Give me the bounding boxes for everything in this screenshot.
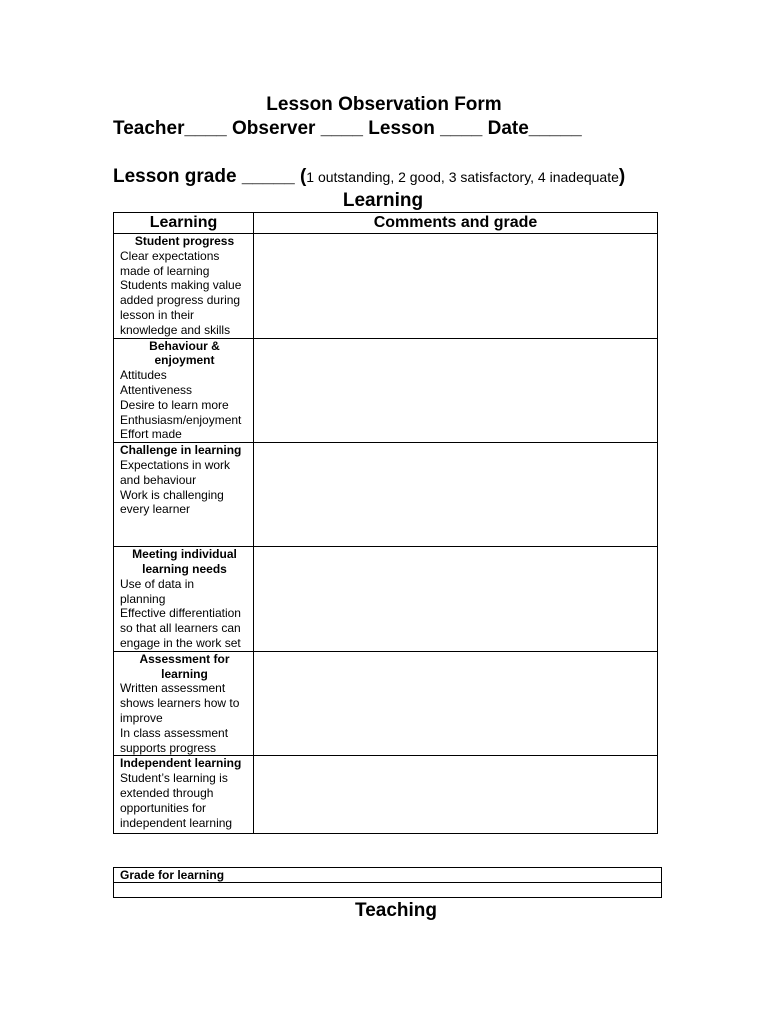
criterion-detail: planning [120, 591, 166, 606]
lesson-grade-label: Lesson grade _____ [113, 166, 300, 187]
criterion-detail: In class assessment [120, 725, 229, 740]
criterion-detail: independent learning [120, 815, 233, 830]
comments-grade-cell[interactable] [254, 443, 658, 547]
criterion-title: Challenge in learning [120, 443, 242, 458]
criterion-cell [114, 234, 254, 339]
learning-table [113, 212, 658, 834]
criterion-detail: Desire to learn more [120, 397, 229, 412]
criterion-row [114, 443, 658, 547]
col-header-learning: Learning [114, 213, 254, 234]
learning-table-header [114, 213, 658, 234]
grade-scale: 1 outstanding, 2 good, 3 satisfactory, 4 inadequate [306, 169, 619, 185]
comments-grade-cell[interactable] [254, 234, 658, 339]
criterion-row [114, 234, 658, 339]
criterion-title: Student progress [134, 234, 235, 248]
criterion-detail: extended through [120, 785, 214, 800]
criterion-detail: Attitudes [120, 368, 167, 383]
criterion-title: Meeting individual learning needs [132, 547, 237, 576]
criterion-detail: Work is challenging [120, 487, 224, 502]
criterion-cell [114, 756, 254, 834]
criterion-cell [114, 443, 254, 547]
criterion-row [114, 338, 658, 443]
criterion-cell [114, 651, 254, 756]
form-meta-line: Teacher____ Observer ____ Lesson ____ Date_____ [113, 118, 582, 139]
comments-grade-cell[interactable] [254, 651, 658, 756]
criterion-row [114, 756, 658, 834]
grade-paren-close: ) [618, 166, 626, 187]
criterion-row [114, 547, 658, 652]
criterion-detail: Written assessment [120, 681, 226, 696]
col-header-comments: Comments and grade [254, 213, 658, 234]
criterion-detail: Clear expectations [120, 248, 220, 263]
criterion-title: Independent learning [120, 756, 242, 771]
criterion-detail: Student’s learning is [120, 771, 228, 786]
criterion-detail: so that all learners can [120, 621, 241, 636]
grade-paren-open: ( [299, 166, 307, 187]
criterion-detail: Enthusiasm/enjoyment [120, 412, 242, 427]
criterion-detail: lesson in their [120, 307, 195, 322]
criterion-detail: every learner [120, 502, 191, 517]
criterion-detail: knowledge and skills [120, 322, 231, 337]
comments-grade-cell[interactable] [254, 756, 658, 834]
criterion-detail: improve [120, 710, 163, 725]
criterion-detail: Effort made [120, 427, 182, 442]
comments-grade-cell[interactable] [254, 338, 658, 443]
criterion-cell [114, 547, 254, 652]
criterion-detail: Expectations in work [120, 457, 231, 472]
criterion-detail: Effective differentiation [120, 606, 241, 621]
criterion-detail: Students making value [120, 278, 242, 293]
criterion-detail: supports progress [120, 740, 217, 755]
learning-heading: Learning [342, 190, 424, 211]
criterion-cell [114, 338, 254, 443]
criterion-detail: engage in the work set [120, 635, 241, 650]
criterion-title: Behaviour & enjoyment [149, 338, 220, 368]
criterion-detail: added progress during [120, 293, 241, 308]
form-title: Lesson Observation Form [266, 94, 502, 115]
teaching-heading: Teaching [355, 900, 437, 921]
grade-for-learning-table [113, 867, 662, 898]
criterion-detail: opportunities for [120, 800, 207, 815]
grade-for-learning-field[interactable] [114, 883, 662, 898]
criterion-detail: Use of data in [120, 576, 195, 591]
criterion-detail: Attentiveness [120, 382, 193, 397]
lesson-grade-line [113, 166, 625, 188]
criterion-row [114, 651, 658, 756]
comments-grade-cell[interactable] [254, 547, 658, 652]
criterion-detail: made of learning [120, 263, 210, 278]
grade-for-learning-label: Grade for learning [114, 868, 662, 883]
criterion-detail: shows learners how to [120, 696, 240, 711]
criterion-title: Assessment for learning [139, 651, 230, 681]
criterion-detail: and behaviour [120, 472, 197, 487]
